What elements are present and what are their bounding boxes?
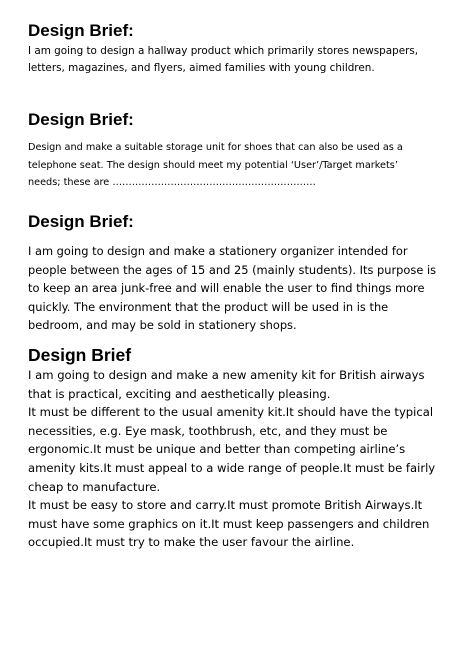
- text-line: cheap to manufacture.: [28, 479, 161, 494]
- text-line: It must be easy to store and carry.It must promote British Airways.It: [28, 498, 423, 513]
- section-heading: Design Brief:: [28, 21, 134, 40]
- section-body: [28, 242, 458, 335]
- section-heading: Design Brief:: [28, 110, 134, 129]
- section-heading: Design Brief: [28, 345, 132, 365]
- section-body: [28, 139, 458, 192]
- text-line: It must be different to the usual amenity kit.It should have the typical: [28, 405, 434, 420]
- text-line: letters, magazines, and flyers, aimed families with young children.: [28, 62, 375, 74]
- design-brief-amenity-kit: [28, 345, 458, 552]
- text-line: telephone seat. The design should meet my potential ‘User’/Target markets’: [28, 159, 398, 171]
- design-brief-hallway-product: [28, 21, 458, 77]
- text-line: amenity kits.It must appeal to a wide range of people.It must be fairly: [28, 460, 436, 475]
- text-line: that is practical, exciting and aesthetically pleasing.: [28, 386, 331, 401]
- text-line: necessities, e.g. Eye mask, toothbrush, etc, and they must be: [28, 423, 388, 438]
- text-line: Design and make a suitable storage unit for shoes that can also be used as a: [28, 142, 403, 153]
- text-line: quickly. The environment that the product will be used in is the: [28, 299, 389, 314]
- text-line: ergonomic.It must be unique and better than competing airline’s: [28, 442, 406, 457]
- text-line: occupied.It must try to make the user favour the airline.: [28, 535, 355, 550]
- text-line: bedroom, and may be sold in stationery shops.: [28, 318, 297, 333]
- text-line: must have some graphics on it.It must keep passengers and children: [28, 516, 430, 531]
- text-line: I am going to design and make a new amenity kit for British airways: [28, 368, 425, 382]
- design-brief-stationery-organizer: [28, 212, 458, 335]
- section-heading: Design Brief:: [28, 212, 134, 231]
- text-line: I am going to design a hallway product which primarily stores newspapers,: [28, 45, 419, 57]
- text-line: people between the ages of 15 and 25 (mainly students). Its purpose is: [28, 262, 437, 277]
- text-line: needs; these are ………………………………………………………: [28, 177, 316, 188]
- text-line: I am going to design and make a stationery organizer intended for: [28, 244, 408, 258]
- text-line: to keep an area junk-free and will enable the user to find things more: [28, 281, 425, 296]
- section-body: [28, 366, 458, 552]
- design-brief-shoe-storage: [28, 110, 458, 192]
- section-body: [28, 43, 458, 77]
